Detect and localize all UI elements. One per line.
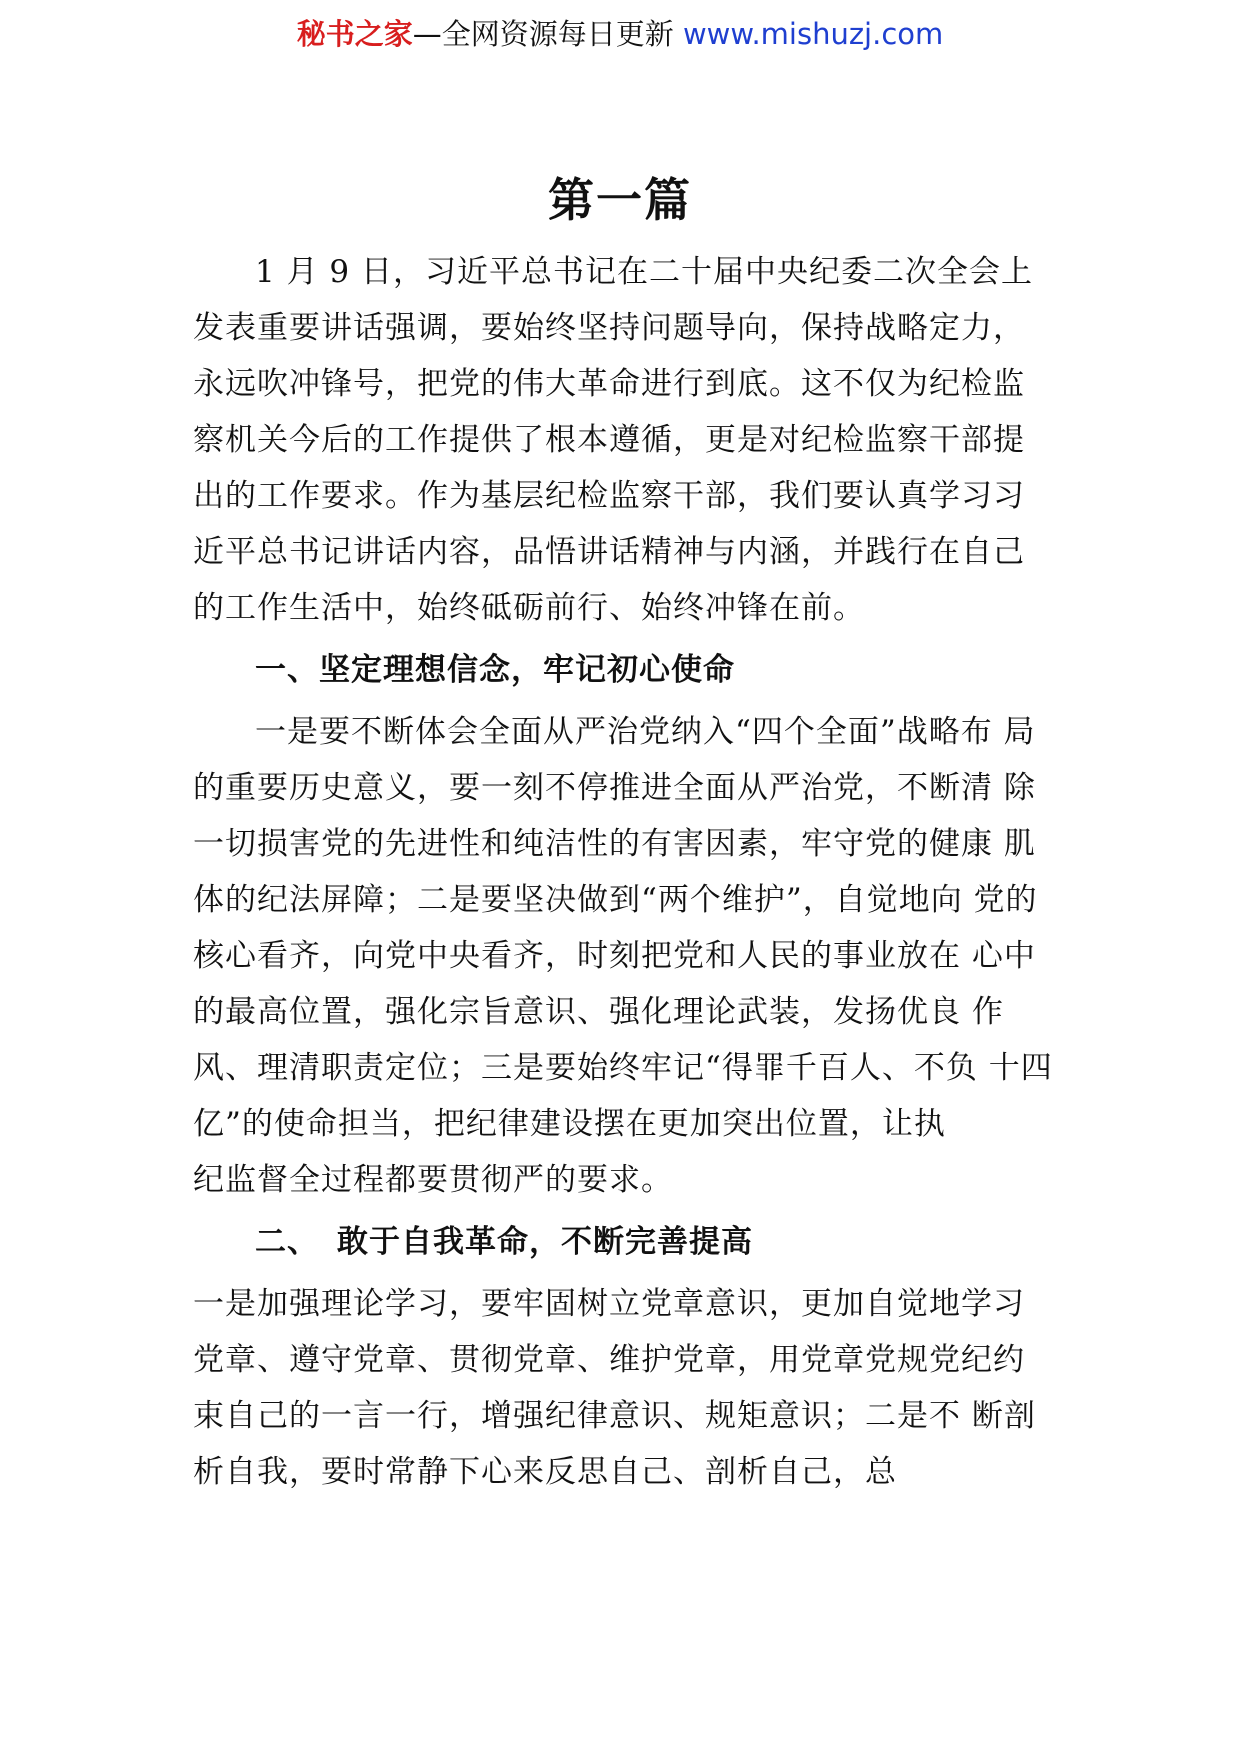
site-header — [0, 14, 1240, 54]
section-2-heading — [193, 1214, 1055, 1270]
section-1-paragraph: 一是要不断体会全面从严治党纳入“四个全面”战略布 局的重要历史意义，要一刻不停推进全面从严治党，不断清 除一切损害党的先进性和纯洁性的有害因素，牢守党的健康 肌体的纪法屏障；二是要坚决做到“两个维护”，自觉地向 党的核心看齐，向党中央看齐，时刻把党和人民的事业放在 心中的最高位置，强化宗旨意识、强化理论武装，发扬优良 作风、理清职责定位；三是要始终牢记“得罪千百人、不负 十四亿”的使命担当，把纪律建设摆在更加突出位置，让执 — [193, 714, 1053, 1142]
section-1-heading: 一、坚定理想信念，牢记初心使命 — [255, 652, 735, 688]
section-2-heading-number: 二、 — [255, 1224, 319, 1260]
section-1-paragraph-continuation: 纪监督全过程都要贯彻严的要求。 — [193, 1162, 673, 1198]
site-brand: 秘书之家 — [296, 17, 413, 51]
document-body — [193, 244, 1055, 1500]
site-tagline: —全网资源每日更新 — [412, 17, 674, 51]
site-url-link[interactable]: www.mishuzj.com — [682, 17, 944, 51]
section-2-paragraph: 一是加强理论学习，要牢固树立党章意识，更加自觉地学习党章、遵守党章、贯彻党章、维护党章，用党章党规党纪约束自己的一言一行，增强纪律意识、规矩意识；二是不 断剖析自我，要时常静下心来反思自己、剖析自己，总 — [193, 1286, 1036, 1490]
intro-paragraph: 1 月 9 日，习近平总书记在二十届中央纪委二次全会上 发表重要讲话强调，要始终坚持问题导向，保持战略定力， 永远吹冲锋号，把党的伟大革命进行到底。这不仅为纪检监 察机关今后的工作提供了根本遵循，更是对纪检监察干部提 出的工作要求。作为基层纪检监察干部，我们要认真学习习 近平总书记讲话内容，品悟讲话精神与内涵，并践行在自己 — [193, 254, 1034, 570]
document-title: 第一篇 — [548, 173, 692, 227]
section-2-heading-text: 敢于自我革命，不断完善提高 — [337, 1224, 753, 1260]
intro-paragraph-continuation: 的工作生活中，始终砥砺前行、始终冲锋在前。 — [193, 590, 865, 626]
